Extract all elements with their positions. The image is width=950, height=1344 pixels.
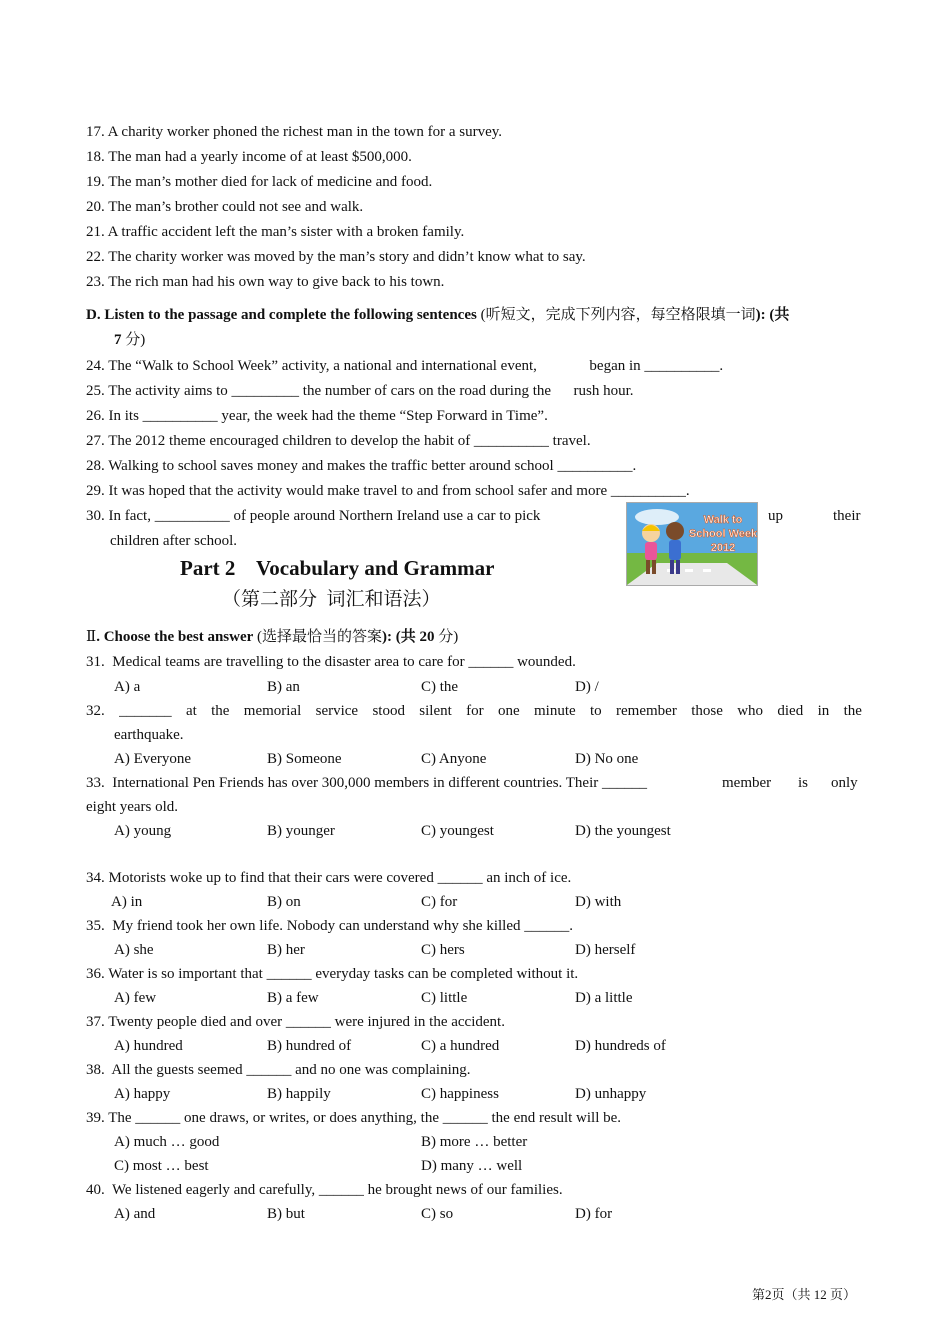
q40-option-c: C) so <box>421 1206 454 1222</box>
q32-word: stood <box>372 703 405 719</box>
q33-option-a: A) young <box>114 823 172 839</box>
logo-text-1: Walk to <box>703 514 743 526</box>
q34-option-d: D) with <box>575 894 622 910</box>
q32-word: 32. <box>86 703 105 719</box>
q32-word: the <box>843 703 862 719</box>
q32-word: minute <box>534 703 576 719</box>
q32-word: remember <box>616 703 677 719</box>
logo-text-2: School Week <box>688 528 757 540</box>
item-27: 27. The 2012 theme encouraged children to develop the habit of __________ travel. <box>86 433 591 449</box>
question-39: 39. The ______ one draws, or writes, or does anything, the ______ the end result will be. <box>86 1110 622 1126</box>
q40-option-d: D) for <box>575 1206 613 1222</box>
q34-option-a: A) in <box>111 894 143 910</box>
walk-to-school-illustration <box>627 503 757 585</box>
q32-option-b: B) Someone <box>267 751 342 767</box>
q32-word: who <box>737 703 764 719</box>
q33-word-is: is <box>798 775 809 791</box>
q33-option-b: B) younger <box>267 823 335 839</box>
q31-option-b: B) an <box>267 679 300 695</box>
q32-word: one <box>497 703 520 719</box>
q32-word: the <box>211 703 230 719</box>
q32-option-c: C) Anyone <box>421 751 487 767</box>
q33-option-d: D) the youngest <box>575 823 671 839</box>
item-30: 30. In fact, __________ of people around Northern Ireland use a car to pick <box>86 508 541 524</box>
question-36: 36. Water is so important that ______ everyday tasks can be completed without it. <box>86 966 579 982</box>
q35-option-b: B) her <box>267 942 305 958</box>
item-29: 29. It was hoped that the activity would make travel to and from school safer and more __________. <box>86 483 690 499</box>
q37-option-c: C) a hundred <box>421 1038 500 1054</box>
q32-word: for <box>466 703 484 719</box>
question-34: 34. Motorists woke up to find that their cars were covered ______ an inch of ice. <box>86 870 572 886</box>
q33-word-member: member <box>722 775 772 791</box>
statement-19: 19. The man’s mother died for lack of medicine and food. <box>86 174 433 190</box>
statement-23: 23. The rich man had his own way to give back to his town. <box>86 274 445 290</box>
walk-to-school-logo <box>626 502 758 586</box>
q38-option-b: B) happily <box>267 1086 331 1102</box>
q35-option-d: D) herself <box>575 942 636 958</box>
statement-22: 22. The charity worker was moved by the man’s story and didn’t know what to say. <box>86 249 586 265</box>
question-32 <box>86 702 862 720</box>
question-35: 35. My friend took her own life. Nobody can understand why she killed ______. <box>86 918 573 934</box>
q32-word: to <box>590 703 602 719</box>
q39-option-b: B) more … better <box>421 1134 528 1150</box>
section-d-heading-line2: 7 分) <box>114 332 146 348</box>
q34-option-b: B) on <box>267 894 301 910</box>
q37-option-a: A) hundred <box>114 1038 183 1054</box>
q32-word: memorial <box>243 703 302 719</box>
question-38: 38. All the guests seemed ______ and no one was complaining. <box>86 1062 471 1078</box>
statement-20: 20. The man’s brother could not see and walk. <box>86 199 364 215</box>
q33-word-only: only <box>831 775 858 791</box>
statement-17: 17. A charity worker phoned the richest man in the town for a survey. <box>86 124 503 140</box>
q39-option-d: D) many … well <box>421 1158 523 1174</box>
q38-option-c: C) happiness <box>421 1086 499 1102</box>
q32-word: those <box>691 703 723 719</box>
item-30-word-up: up <box>768 508 783 524</box>
q31-option-d: D) / <box>575 679 599 695</box>
q35-option-a: A) she <box>114 942 154 958</box>
statement-21: 21. A traffic accident left the man’s sister with a broken family. <box>86 224 465 240</box>
q33-option-c: C) youngest <box>421 823 494 839</box>
logo-text-3: 2012 <box>710 542 736 554</box>
q36-option-c: C) little <box>421 990 468 1006</box>
q40-option-a: A) and <box>114 1206 156 1222</box>
q40-option-b: B) but <box>267 1206 305 1222</box>
page-number: 第2页（共 12 页） <box>752 1287 857 1302</box>
item-24: 24. The “Walk to School Week” activity, a national and international event, began in __________. <box>86 358 724 374</box>
q36-option-d: D) a little <box>575 990 633 1006</box>
q32-word: silent <box>419 703 452 719</box>
question-33: 33. International Pen Friends has over 300,000 members in different countries. Their ______ <box>86 775 647 791</box>
item-25: 25. The activity aims to _________ the number of cars on the road during the rush hour. <box>86 383 634 399</box>
part2-subtitle: （第二部分 词汇和语法） <box>222 589 441 610</box>
question-37: 37. Twenty people died and over ______ were injured in the accident. <box>86 1014 505 1030</box>
q39-option-a: A) much … good <box>114 1134 220 1150</box>
q32-word: died <box>777 703 804 719</box>
q35-option-c: C) hers <box>421 942 465 958</box>
q34-option-c: C) for <box>421 894 458 910</box>
q32-word: in <box>817 703 830 719</box>
section-d-heading: D. Listen to the passage and complete the following sentences (听短文，完成下列内容，每空格限填一词): (共 <box>86 307 790 323</box>
item-30-line2: children after school. <box>110 533 238 549</box>
q39-option-c: C) most … best <box>114 1158 209 1174</box>
question-33-line2: eight years old. <box>86 799 179 815</box>
q31-option-c: C) the <box>421 679 459 695</box>
q37-option-b: B) hundred of <box>267 1038 352 1054</box>
q32-option-a: A) Everyone <box>114 751 192 767</box>
section-ii-heading: Ⅱ. Choose the best answer (选择最恰当的答案): (共 20 分) <box>86 629 459 645</box>
q38-option-d: D) unhappy <box>575 1086 647 1102</box>
q36-option-a: A) few <box>114 990 157 1006</box>
q32-word: _______ <box>119 703 172 719</box>
question-31: 31. Medical teams are travelling to the disaster area to care for ______ wounded. <box>86 654 576 670</box>
q32-word: service <box>315 703 359 719</box>
question-40: 40. We listened eagerly and carefully, ______ he brought news of our families. <box>86 1182 563 1198</box>
q32-option-d: D) No one <box>575 751 639 767</box>
statement-18: 18. The man had a yearly income of at least $500,000. <box>86 149 412 165</box>
q38-option-a: A) happy <box>114 1086 171 1102</box>
item-26: 26. In its __________ year, the week had the theme “Step Forward in Time”. <box>86 408 548 424</box>
q37-option-d: D) hundreds of <box>575 1038 666 1054</box>
item-28: 28. Walking to school saves money and makes the traffic better around school __________. <box>86 458 637 474</box>
item-30-word-their: their <box>833 508 861 524</box>
q31-option-a: A) a <box>114 679 141 695</box>
q36-option-b: B) a few <box>267 990 319 1006</box>
part2-title: Part 2 Vocabulary and Grammar <box>180 556 495 580</box>
question-32-line2: earthquake. <box>114 727 184 743</box>
q32-word: at <box>185 703 197 719</box>
